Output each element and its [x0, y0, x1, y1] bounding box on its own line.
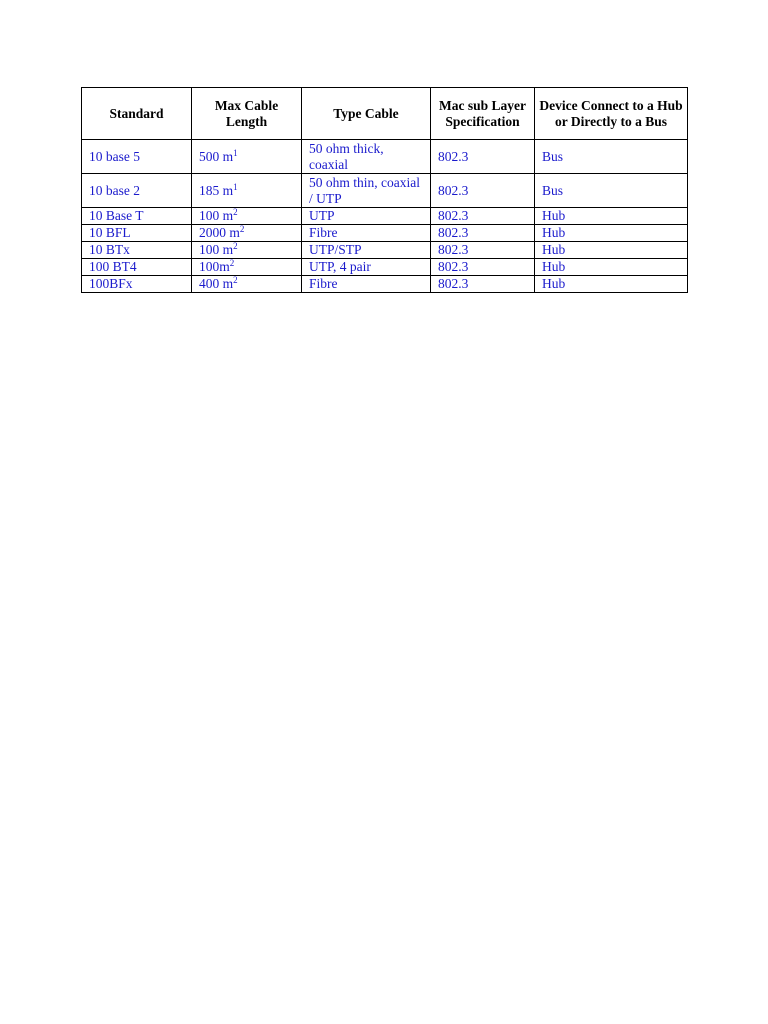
length-footnote: 1 — [233, 147, 238, 158]
header-standard: Standard — [82, 88, 192, 140]
table-row — [82, 276, 688, 293]
cell-standard: 10 base 2 — [82, 174, 192, 208]
cell-mac: 802.3 — [431, 276, 535, 293]
table-row — [82, 242, 688, 259]
header-device-connect: Device Connect to a Hub or Directly to a Bus — [535, 88, 688, 140]
length-footnote: 2 — [233, 241, 238, 251]
cell-device: Bus — [535, 140, 688, 174]
length-footnote: 2 — [233, 275, 238, 285]
cell-mac: 802.3 — [431, 208, 535, 225]
cell-standard: 10 Base T — [82, 208, 192, 225]
table-row — [82, 140, 688, 174]
cell-length — [192, 242, 302, 259]
cell-cable: Fibre — [302, 225, 431, 242]
cell-length — [192, 208, 302, 225]
cell-cable: 50 ohm thin, coaxial / UTP — [302, 174, 431, 208]
cell-length — [192, 225, 302, 242]
length-value: 2000 m — [199, 225, 240, 240]
cell-length — [192, 276, 302, 293]
length-value: 400 m — [199, 276, 234, 291]
cell-length — [192, 259, 302, 276]
length-value: 185 m — [199, 182, 234, 198]
length-value: 100 m — [199, 242, 234, 257]
cell-cable: UTP, 4 pair — [302, 259, 431, 276]
table-row — [82, 208, 688, 225]
cell-length — [192, 174, 302, 208]
length-value: 500 m — [199, 148, 234, 164]
table-row — [82, 174, 688, 208]
cell-standard: 10 base 5 — [82, 140, 192, 174]
network-standards-table — [81, 87, 688, 293]
header-type-cable: Type Cable — [302, 88, 431, 140]
length-footnote: 2 — [233, 207, 238, 217]
cell-device: Hub — [535, 225, 688, 242]
length-footnote: 1 — [233, 181, 238, 192]
cell-standard: 100BFx — [82, 276, 192, 293]
cell-device: Hub — [535, 242, 688, 259]
cell-cable: 50 ohm thick, coaxial — [302, 140, 431, 174]
header-mac-sub-layer: Mac sub Layer Specification — [431, 88, 535, 140]
cell-cable: UTP/STP — [302, 242, 431, 259]
cell-device: Hub — [535, 276, 688, 293]
length-footnote: 2 — [229, 258, 235, 268]
table-header-row — [82, 88, 688, 140]
table-row — [82, 259, 688, 276]
cell-device: Hub — [535, 208, 688, 225]
cell-standard: 10 BTx — [82, 242, 192, 259]
cell-mac: 802.3 — [431, 174, 535, 208]
length-value: 100 m — [199, 208, 234, 223]
cell-mac: 802.3 — [431, 225, 535, 242]
table-row — [82, 225, 688, 242]
cell-mac: 802.3 — [431, 242, 535, 259]
cell-cable: Fibre — [302, 276, 431, 293]
length-value: 100m — [199, 259, 230, 274]
cell-device: Hub — [535, 259, 688, 276]
cell-device: Bus — [535, 174, 688, 208]
cell-standard: 10 BFL — [82, 225, 192, 242]
cell-cable: UTP — [302, 208, 431, 225]
cell-standard: 100 BT4 — [82, 259, 192, 276]
cell-length — [192, 140, 302, 174]
cell-mac: 802.3 — [431, 140, 535, 174]
length-footnote: 2 — [239, 224, 245, 234]
cell-mac: 802.3 — [431, 259, 535, 276]
header-max-cable-length: Max Cable Length — [192, 88, 302, 140]
